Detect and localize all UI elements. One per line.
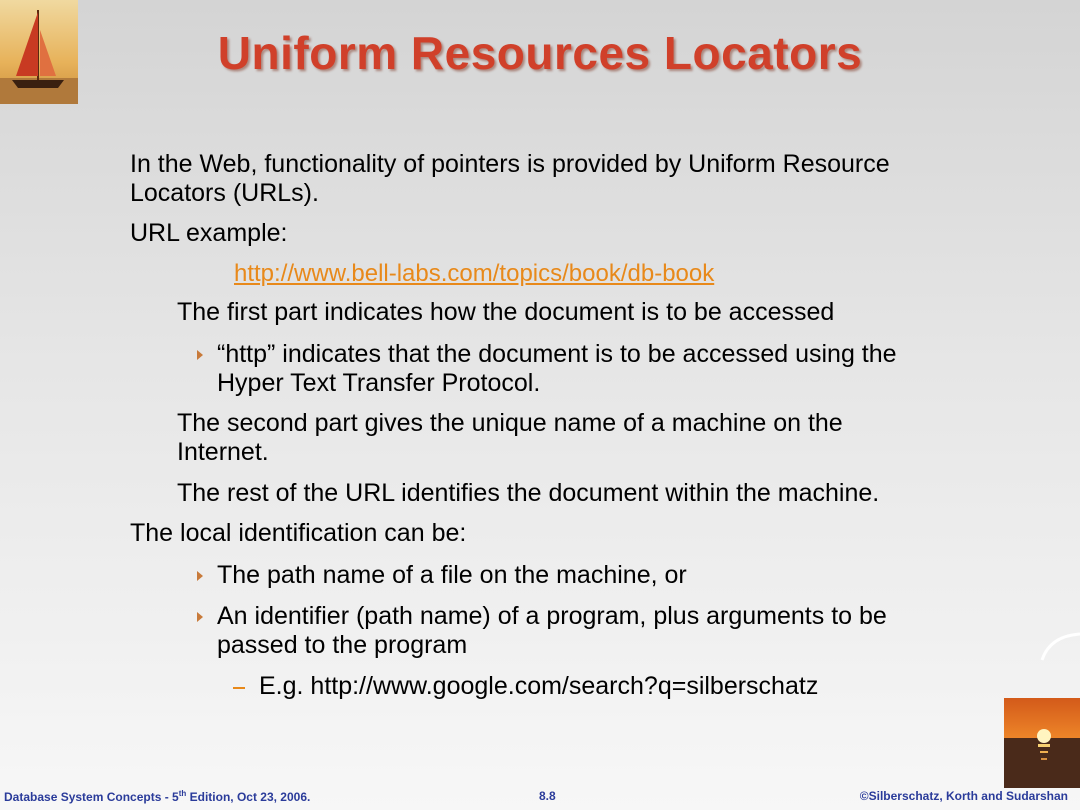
footer-copyright: ©Silberschatz, Korth and Sudarshan: [859, 789, 1068, 803]
intro-text-line2: Locators (URLs).: [130, 179, 319, 207]
bullet-arrow-icon: [197, 612, 203, 622]
url-example-link[interactable]: http://www.bell-labs.com/topics/book/db-book: [234, 260, 715, 287]
intro-text-line1: In the Web, functionality of pointers is provided by Uniform Resource: [130, 150, 890, 178]
footer-page-number: 8.8: [539, 789, 556, 803]
rest-part-text: The rest of the URL identifies the document within the machine.: [177, 479, 880, 507]
example-text: E.g. http://www.google.com/search?q=silberschatz: [259, 672, 819, 700]
slide-title: Uniform Resources Locators: [217, 27, 863, 79]
http-text-line1: “http” indicates that the document is to be accessed using the: [217, 340, 897, 368]
sunset-image-icon: [1004, 698, 1080, 788]
footer-book-title: [4, 789, 310, 804]
second-part-text-line2: Internet.: [177, 438, 269, 466]
second-part-text-line1: The second part gives the unique name of a machine on the: [177, 409, 843, 437]
bullet-arrow-icon: [197, 571, 203, 581]
bullet-path-text: The path name of a file on the machine, or: [217, 561, 687, 589]
bullet-identifier-text-line2: passed to the program: [217, 631, 468, 659]
local-identification-text: The local identification can be:: [130, 519, 467, 547]
footer-book-title-sup: th: [178, 789, 187, 798]
url-example-label: URL example:: [130, 219, 288, 247]
first-part-text: The first part indicates how the document is to be accessed: [177, 298, 835, 326]
bullet-identifier-text-line1: An identifier (path name) of a program, plus arguments to be: [217, 602, 887, 630]
sailboat-logo-icon: [0, 0, 78, 104]
bullet-arrow-icon: [197, 350, 203, 360]
footer-book-title-suffix: Edition, Oct 23, 2006.: [186, 790, 311, 804]
decorative-arc-icon: [1040, 630, 1080, 690]
http-text-line2: Hyper Text Transfer Protocol.: [217, 369, 541, 397]
footer-book-title-prefix: Database System Concepts - 5: [4, 790, 179, 804]
dash-bullet-icon: [233, 687, 245, 689]
